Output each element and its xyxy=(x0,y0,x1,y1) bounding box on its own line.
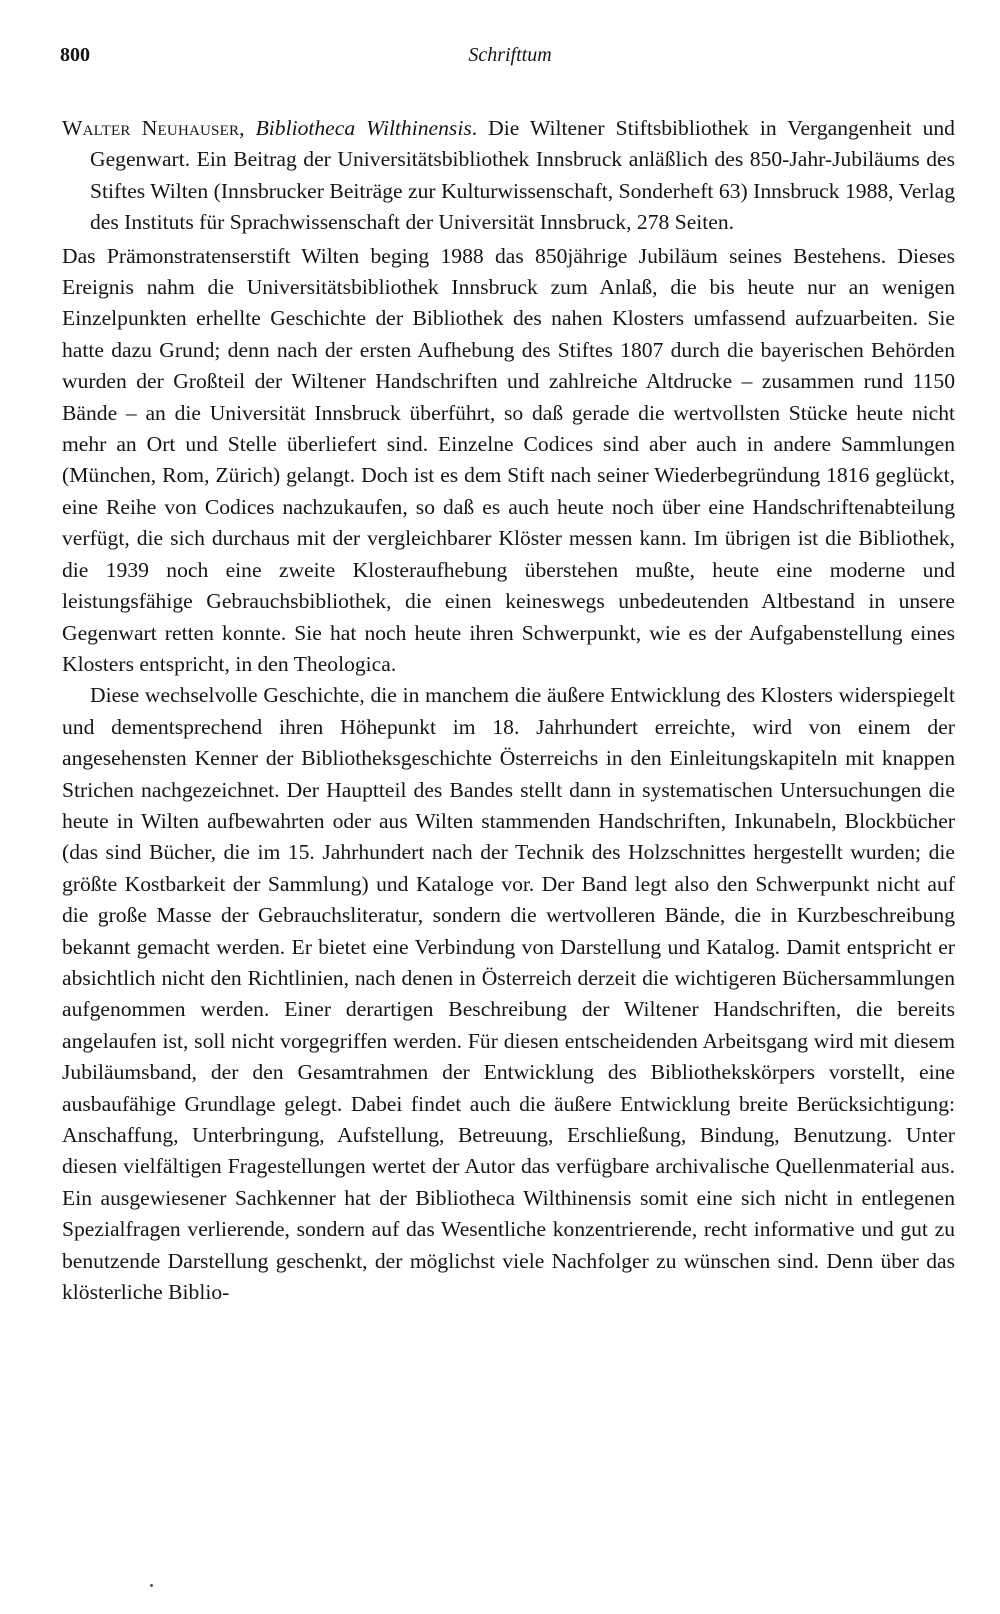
running-title: Schrifttum xyxy=(468,44,552,66)
citation-title: Bibliotheca Wilthinensis xyxy=(255,116,472,140)
body-paragraph-2: Diese wechselvolle Geschichte, die in manchem die äußere Entwicklung des Klosters widerspiegelt und dementsprechend ihren Höhepunkt im 18. Jahrhundert erreichte, wird von einem der angesehensten Kenner der Bibliotheksgeschichte Österreichs in den Einleitungskapiteln mit knappen Strichen nachgezeichnet. Der Hauptteil des Bandes stellt dann in systematischen Untersuchungen die heute in Wilten aufbewahrten oder aus Wilten stammenden Handschriften, Inkunabeln, Blockbücher (das sind Bücher, die im 15. Jahrhundert nach der Technik des Holzschnittes hergestellt wurden; die größte Kostbarkeit der Sammlung) und Kataloge vor. Der Band legt also den Schwerpunkt nicht auf die große Masse der Gebrauchsliteratur, sondern die wertvolleren Bände, die in Kurzbeschreibung bekannt gemacht werden. Er bietet eine Verbindung von Darstellung und Katalog. Damit entspricht er absichtlich nicht den Richtlinien, nach denen in Österreich derzeit die wichtigeren Büchersammlungen aufgenommen werden. Einer derartigen Beschreibung der Wiltener Handschriften, die bereits angelaufen ist, soll nicht vorgegriffen werden. Für diesen entscheidenden Arbeitsgang wird mit diesem Jubiläumsband, der den Gesamtrahmen der Entwicklung des Bibliothekskörpers vorstellt, eine ausbaufähige Grundlage gelegt. Dabei findet auch die äußere Entwicklung breite Berücksichtigung: Anschaffung, Unterbringung, Aufstellung, Betreuung, Erschließung, Bindung, Benutzung. Unter diesen vielfältigen Fragestellungen wertet der Autor das verfügbare archivalische Quellenmaterial aus. Ein ausgewiesener Sachkenner hat der Bibliotheca Wilthinensis somit eine sich nicht in entlegenen Spezialfragen verlierende, sondern auf das Wesentliche konzentrierende, recht informative und gut zu benutzende Darstellung geschenkt, der möglichst viele Nachfolger zu wünschen sind. Denn über das klösterliche Biblio- xyxy=(62,683,955,1305)
body-paragraph-1: Das Prämonstratenserstift Wilten beging 1988 das 850jährige Jubiläum seines Bestehens. Dieses Ereignis nahm die Universitätsbibliothek Innsbruck zum Anlaß, die bis heute nur an wenigen Einzelpunkten erhellte Geschichte der Bibliothek des nahen Klosters umfassend aufzuarbeiten. Sie hatte dazu Grund; denn nach der ersten Aufhebung des Stiftes 1807 durch die bayerischen Behörden wurden der Großteil der Wiltener Handschriften und zahlreiche Altdrucke – zusammen rund 1150 Bände – an die Universität Innsbruck überführt, so daß gerade die wertvollsten Stücke heute nicht mehr an Ort und Stelle überliefert sind. Einzelne Codices sind aber auch in andere Sammlungen (München, Rom, Zürich) gelangt. Doch ist es dem Stift nach seiner Wiederbegründung 1816 geglückt, eine Reihe von Codices nachzukaufen, so daß es auch heute noch über eine Handschriftenabteilung verfügt, die sich durchaus mit der vergleichbarer Klöster messen kann. Im übrigen ist die Bibliothek, die 1939 noch eine zweite Klosteraufhebung überstehen mußte, heute eine moderne und leistungsfähige Gebrauchsbibliothek, die einen keineswegs unbedeutenden Altbestand in unsere Gegenwart retten konnte. Sie hat noch heute ihren Schwerpunkt, wie es der Aufgabenstellung eines Klosters entspricht, in den Theologica. xyxy=(62,243,955,676)
bibliographic-citation: Walter Neuhauser, Bibliotheca Wilthinensis. Die Wiltener Stiftsbibliothek in Vergangenheit und Gegenwart. Ein Beitrag der Universitätsbibliothek Innsbruck anläßlich des 850-Jahr-Jubiläums des Stiftes Wilten (Innsbrucker Beiträge zur Kulturwissenschaft, Sonderheft 63) Innsbruck 1988, Verlag des Instituts für Sprachwissenschaft der Universität Innsbruck, 278 Seiten. xyxy=(62,116,955,235)
citation-author: Walter Neuhauser xyxy=(62,116,240,140)
print-speck xyxy=(150,1584,153,1587)
page-header xyxy=(60,44,960,74)
article-body xyxy=(62,113,955,1308)
citation-details: . Die Wiltener Stiftsbibliothek in Vergangenheit und Gegenwart. Ein Beitrag der Universitätsbibliothek Innsbruck anläßlich des 850-Jahr-Jubiläums des Stiftes Wilten (Innsbrucker Beiträge zur Kulturwissenschaft, Sonderheft 63) Innsbruck 1988, Verlag des Instituts für Sprachwissenschaft der Universität Innsbruck, 278 Seiten. xyxy=(90,116,955,235)
page-number: 800 xyxy=(60,44,90,66)
